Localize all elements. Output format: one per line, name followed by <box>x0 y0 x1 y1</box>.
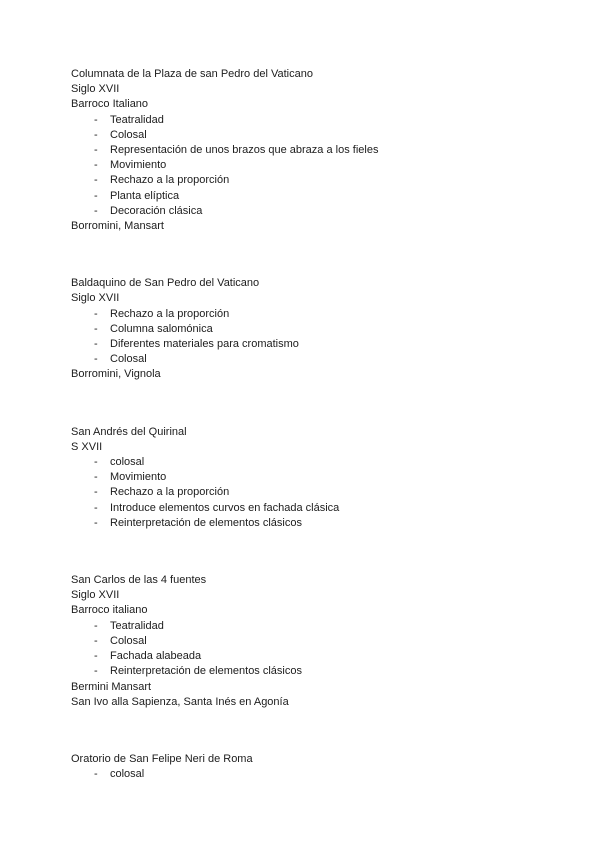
bullet-item <box>71 664 560 679</box>
bullet-text: Movimiento <box>110 471 167 484</box>
bullet-text: Fachada alabeada <box>110 650 202 663</box>
footer-line: Bermini Mansart <box>71 680 152 693</box>
heading-line: Columnata de la Plaza de san Pedro del Vaticano <box>71 68 313 80</box>
bullet-item <box>71 307 560 322</box>
bullet-item <box>71 767 560 782</box>
bullet-item <box>71 337 560 352</box>
heading-line: San Andrés del Quirinal <box>71 425 187 438</box>
bullet-item <box>71 485 560 500</box>
footer-line: San Ivo alla Sapienza, Santa Inés en Agonía <box>71 695 289 708</box>
bullet-item <box>71 189 560 204</box>
bullet-text: colosal <box>110 456 145 469</box>
bullet-text: Colosal <box>110 634 147 647</box>
bullet-text: Teatralidad <box>110 113 164 126</box>
document-section <box>71 67 560 234</box>
bullet-item <box>71 204 560 219</box>
bullet-dash-icon: - <box>94 322 98 335</box>
bullet-item <box>71 455 560 470</box>
bullet-text: Columna salomónica <box>110 322 213 335</box>
bullet-text: Representación de unos brazos que abraza a los fieles <box>110 144 379 157</box>
bullet-item <box>71 649 560 664</box>
bullet-text: Colosal <box>110 128 147 141</box>
heading-line: Siglo XVII <box>71 83 120 96</box>
document-section <box>71 276 560 382</box>
bullet-text: Colosal <box>110 353 147 366</box>
heading-line: San Carlos de las 4 fuentes <box>71 574 207 587</box>
bullet-text: Diferentes materiales para cromatismo <box>110 338 299 351</box>
bullet-dash-icon: - <box>94 516 98 529</box>
document-section <box>71 752 560 782</box>
bullet-item <box>71 619 560 634</box>
bullet-item <box>71 173 560 188</box>
bullet-item <box>71 322 560 337</box>
bullet-text: Reinterpretación de elementos clásicos <box>110 516 302 529</box>
bullet-text: Decoración clásica <box>110 204 203 217</box>
bullet-dash-icon: - <box>94 456 98 469</box>
bullet-text: colosal <box>110 768 145 781</box>
heading-line: Siglo XVII <box>71 292 120 305</box>
bullet-item <box>71 113 560 128</box>
heading-line: Baldaquino de San Pedro del Vaticano <box>71 277 260 290</box>
bullet-dash-icon: - <box>94 634 98 647</box>
bullet-text: Movimiento <box>110 159 167 172</box>
bullet-dash-icon: - <box>94 159 98 172</box>
bullet-item <box>71 501 560 516</box>
bullet-dash-icon: - <box>94 486 98 499</box>
heading-line: Oratorio de San Felipe Neri de Roma <box>71 752 253 765</box>
bullet-dash-icon: - <box>94 204 98 217</box>
heading-line: Barroco Italiano <box>71 98 149 111</box>
heading-line: Barroco italiano <box>71 604 148 617</box>
bullet-text: Rechazo a la proporción <box>110 486 230 499</box>
footer-line: Borromini, Mansart <box>71 220 164 233</box>
heading-line: S XVII <box>71 440 103 453</box>
bullet-item <box>71 470 560 485</box>
bullet-item <box>71 516 560 531</box>
bullet-item <box>71 128 560 143</box>
document-content <box>71 67 560 782</box>
bullet-dash-icon: - <box>94 113 98 126</box>
bullet-item <box>71 634 560 649</box>
bullet-text: Introduce elementos curvos en fachada clásica <box>110 501 340 514</box>
bullet-dash-icon: - <box>94 501 98 514</box>
bullet-dash-icon: - <box>94 650 98 663</box>
bullet-dash-icon: - <box>94 353 98 366</box>
bullet-text: Rechazo a la proporción <box>110 174 230 187</box>
bullet-dash-icon: - <box>94 174 98 187</box>
bullet-dash-icon: - <box>94 768 98 781</box>
bullet-item <box>71 158 560 173</box>
bullet-dash-icon: - <box>94 619 98 632</box>
bullet-text: Planta elíptica <box>110 189 180 202</box>
bullet-text: Rechazo a la proporción <box>110 307 230 320</box>
bullet-text: Teatralidad <box>110 619 164 632</box>
heading-line: Siglo XVII <box>71 589 120 602</box>
footer-line: Borromini, Vignola <box>71 368 161 381</box>
bullet-dash-icon: - <box>94 665 98 678</box>
bullet-dash-icon: - <box>94 471 98 484</box>
document-section <box>71 573 560 710</box>
bullet-dash-icon: - <box>94 144 98 157</box>
bullet-dash-icon: - <box>94 338 98 351</box>
bullet-dash-icon: - <box>94 128 98 141</box>
document-section <box>71 425 560 531</box>
bullet-item <box>71 143 560 158</box>
bullet-dash-icon: - <box>94 307 98 320</box>
bullet-dash-icon: - <box>94 189 98 202</box>
bullet-item <box>71 352 560 367</box>
bullet-text: Reinterpretación de elementos clásicos <box>110 665 302 678</box>
